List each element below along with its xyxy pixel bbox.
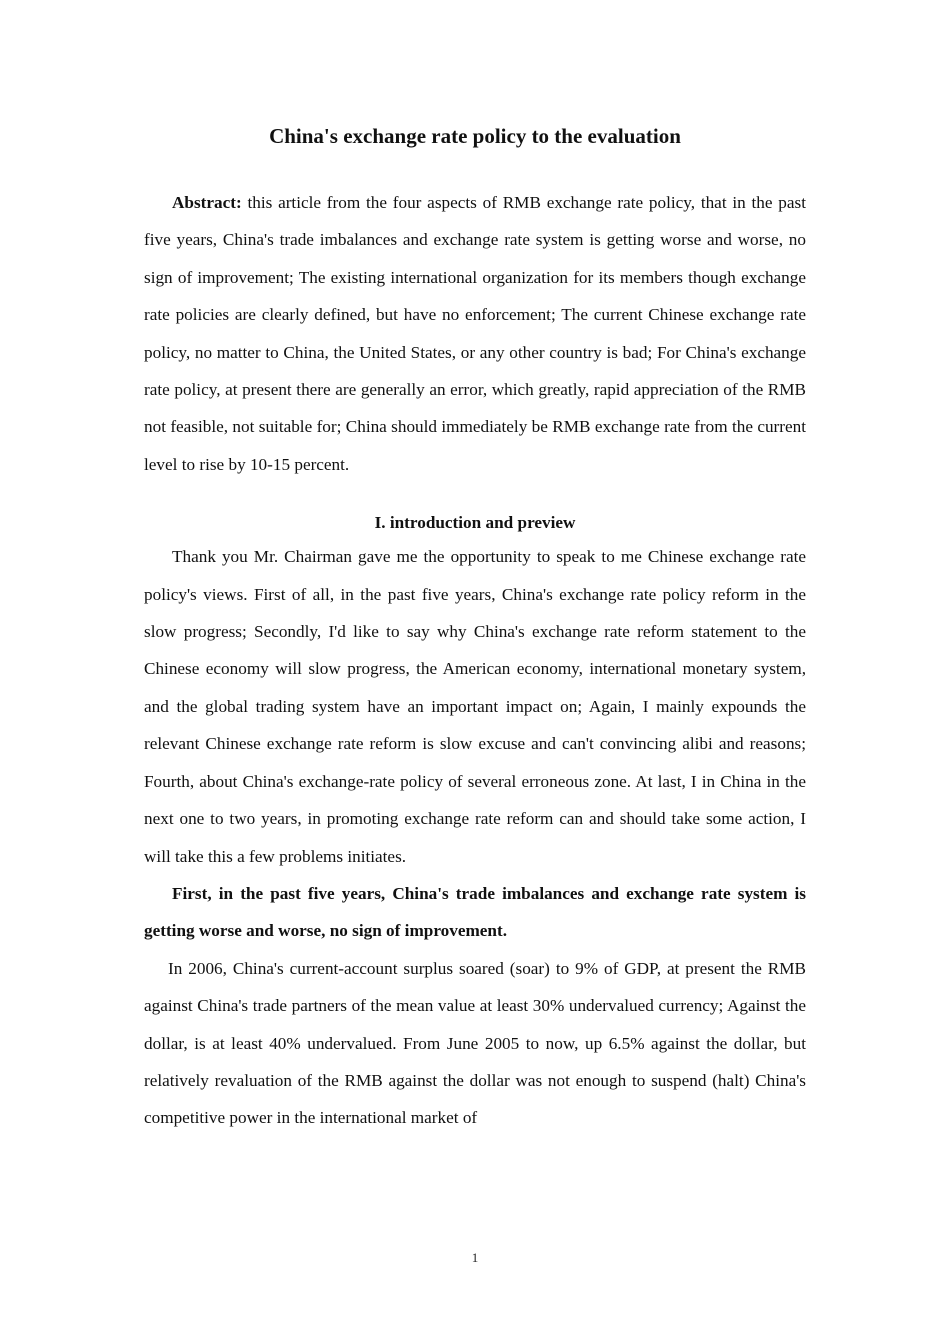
- page-number: 1: [471, 1250, 479, 1265]
- page-content: [144, 121, 806, 1137]
- abstract-text: this article from the four aspects of RMB exchange rate policy, that in the past five years, China's trade imbalances and exchange rate system is getting worse and worse, no sign of improvement; The existing international organization for its members though exchange rate policies are clearly defined, but have no enforcement; The current Chinese exchange rate policy, no matter to China, the United States, or any other country is bad; For China's exchange rate policy, at present there are generally an error, which greatly, rapid appreciation of the RMB not feasible, not suitable for; China should immediately be RMB exchange rate from the current level to rise by 10-15 percent.: [144, 193, 806, 474]
- surplus-paragraph: In 2006, China's current-account surplus soared (soar) to 9% of GDP, at present the RMB against China's trade partners of the mean value at least 30% undervalued currency; Against the dollar, is at least 40% undervalued. From June 2005 to now, up 6.5% against the dollar, but relatively revaluation of the RMB against the dollar was not enough to suspend (halt) China's competitive power in the international market of: [144, 958, 806, 1128]
- document-title: China's exchange rate policy to the evaluation: [269, 124, 681, 148]
- abstract-label: Abstract:: [172, 193, 242, 212]
- abstract-paragraph: [144, 184, 806, 483]
- introduction-paragraph: Thank you Mr. Chairman gave me the opportunity to speak to me Chinese exchange rate policy's views. First of all, in the past five years, China's exchange rate policy reform in the slow progress; Secondly, I'd like to say why China's exchange rate reform statement to the Chinese economy will slow progress, the American economy, international monetary system, and the global trading system have an important impact on; Again, I mainly expounds the relevant Chinese exchange rate reform is slow excuse and can't convincing alibi and reasons; Fourth, about China's exchange-rate policy of several erroneous zone. At last, I in China in the next one to two years, in promoting exchange rate reform can and should take some action, I will take this a few problems initiates.: [144, 547, 806, 866]
- first-point-heading: First, in the past five years, China's trade imbalances and exchange rate system is getting worse and worse, no sign of improvement.: [144, 883, 806, 941]
- section-heading-introduction: I. introduction and preview: [374, 513, 576, 533]
